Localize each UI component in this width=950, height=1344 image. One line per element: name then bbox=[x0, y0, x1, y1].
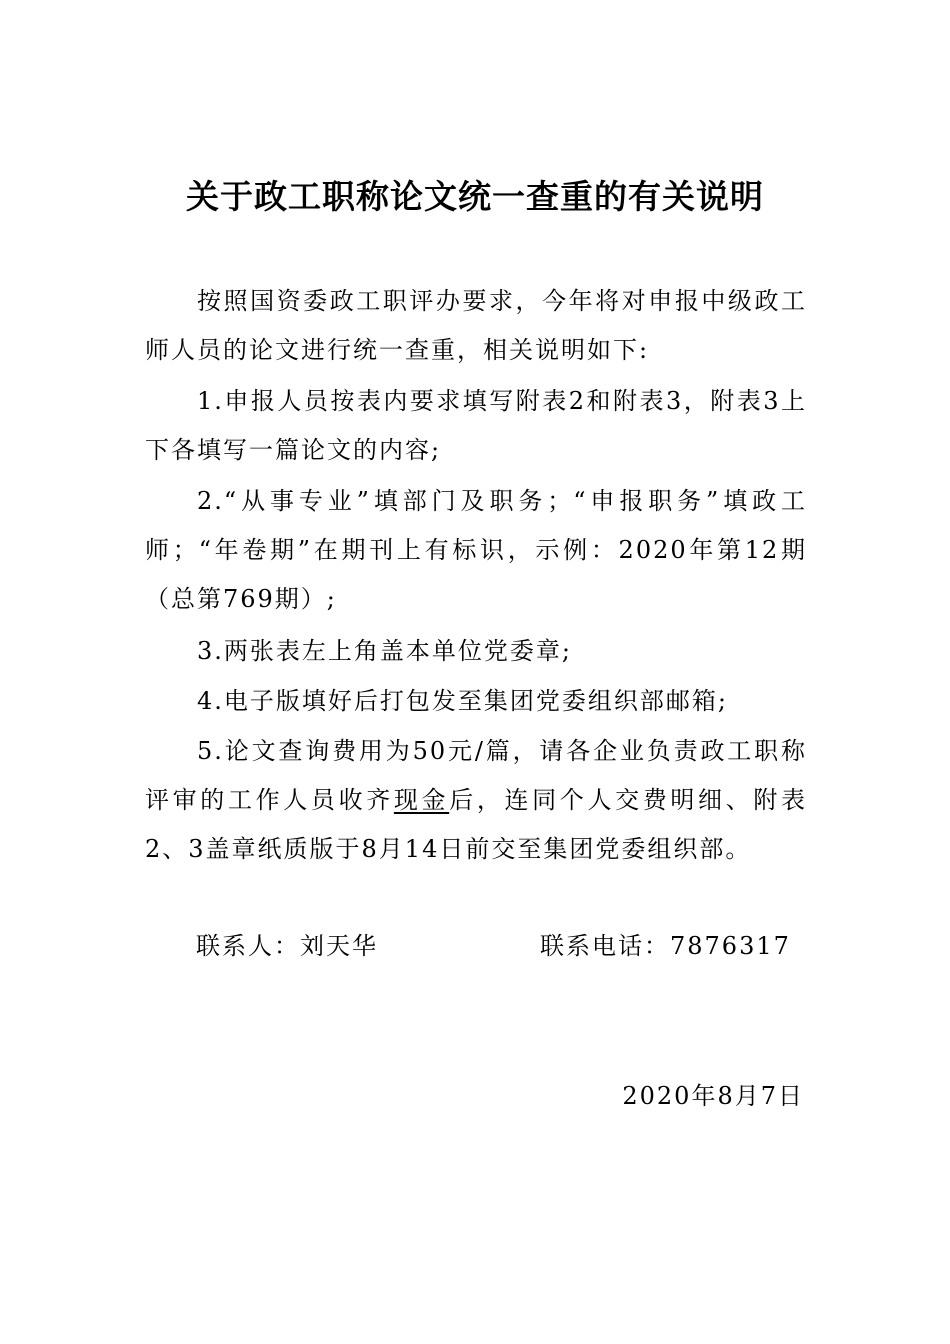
item-5 bbox=[145, 727, 807, 874]
item-4: 4.电子版填好后打包发至集团党委组织部邮箱; bbox=[197, 687, 728, 715]
contact-person: 联系人：刘天华 bbox=[196, 932, 378, 960]
item-5-underlined-cash: 现金 bbox=[393, 786, 450, 814]
intro-paragraph: 按照国资委政工职评办要求，今年将对申报中级政工师人员的论文进行统一查重，相关说明如下: bbox=[145, 287, 807, 364]
document-title: 关于政工职称论文统一查重的有关说明 bbox=[186, 177, 764, 216]
contact-phone: 联系电话：7876317 bbox=[540, 932, 791, 960]
item-2: 2.“从事专业”填部门及职务；“申报职务”填政工师；“年卷期”在期刊上有标识，示例：2020年第12期（总第769期）; bbox=[145, 487, 807, 613]
item-1: 1.申报人员按表内要求填写附表2和附表3，附表3上下各填写一篇论文的内容; bbox=[145, 387, 807, 464]
document-date: 2020年8月7日 bbox=[622, 1082, 804, 1110]
item-3: 3.两张表左上角盖本单位党委章; bbox=[197, 637, 572, 665]
item-5-text-after: 后，连同个人交费明细、附表2、3盖章纸质版于8月14日前交至集团党委组织部。 bbox=[145, 786, 808, 863]
item-5-text-before: 5.论文查询费用为50元/篇，请各企业负责政工职称评审的工作人员收齐 bbox=[145, 737, 807, 814]
